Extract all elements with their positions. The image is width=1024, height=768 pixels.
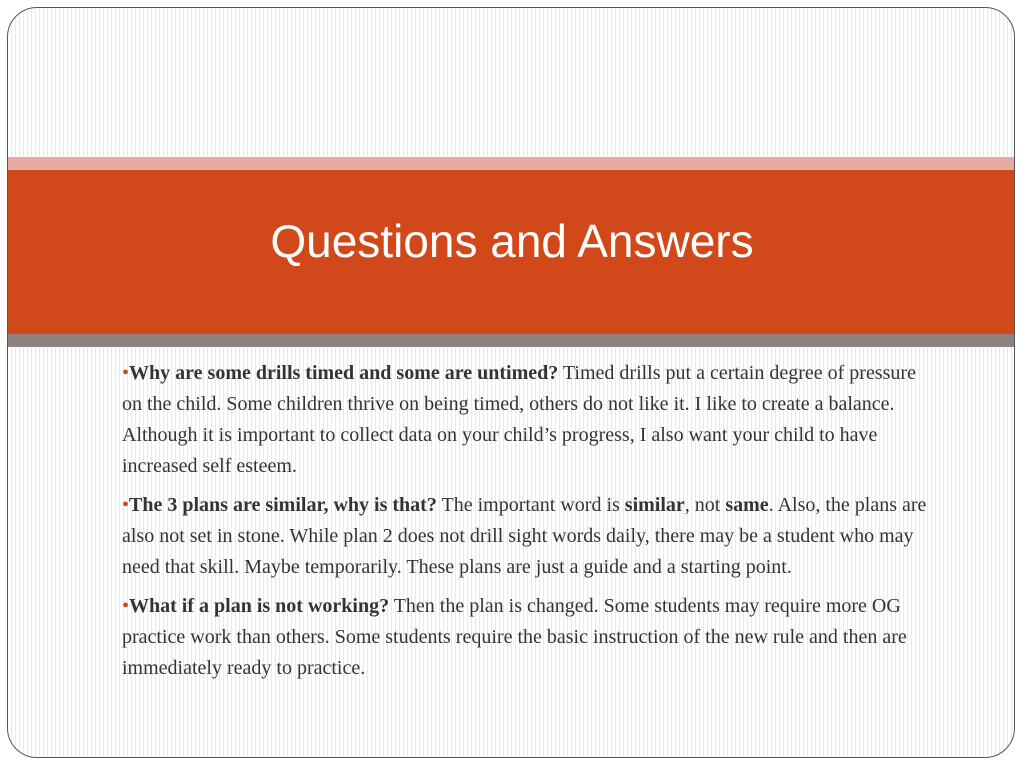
bullet-answer: Then the plan is changed. Some students may require more OG practice work than others. Some students require the basic instruction of the new rule and then are immediately ready to practice. <box>122 595 907 679</box>
bullet-answer-part: , not <box>684 494 726 516</box>
bullet-item-3 <box>122 591 937 684</box>
bullet-item-1 <box>122 358 937 482</box>
slide-body <box>122 358 937 692</box>
bullet-question: The 3 plans are similar, why is that? <box>129 494 437 516</box>
bullet-answer: Timed drills put a certain degree of pressure on the child. Some children thrive on being timed, others do not like it. I like to create a balance. Although it is important to collect data on your child’s progress, I also want your child to have increased self esteem. <box>122 362 916 477</box>
bullet-answer-part: . Also, the plans are also not set in stone. While plan 2 does not drill sight words daily, there may be a student who may need that skill. Maybe temporarily. These plans are just a guide and a starting point. <box>122 494 927 578</box>
bullet-item-2 <box>122 490 937 583</box>
bullet-marker: • <box>122 494 130 516</box>
divider-band <box>8 334 1014 347</box>
bullet-marker: • <box>122 595 130 617</box>
bullet-answer-part: The important word is <box>436 494 625 516</box>
emphasis-similar: similar <box>624 494 685 516</box>
emphasis-same: same <box>725 494 769 516</box>
bullet-marker: • <box>122 362 130 384</box>
bullet-question: What if a plan is not working? <box>129 595 390 617</box>
bullet-question: Why are some drills timed and some are untimed? <box>129 362 559 384</box>
slide-title: Questions and Answers <box>270 215 754 267</box>
